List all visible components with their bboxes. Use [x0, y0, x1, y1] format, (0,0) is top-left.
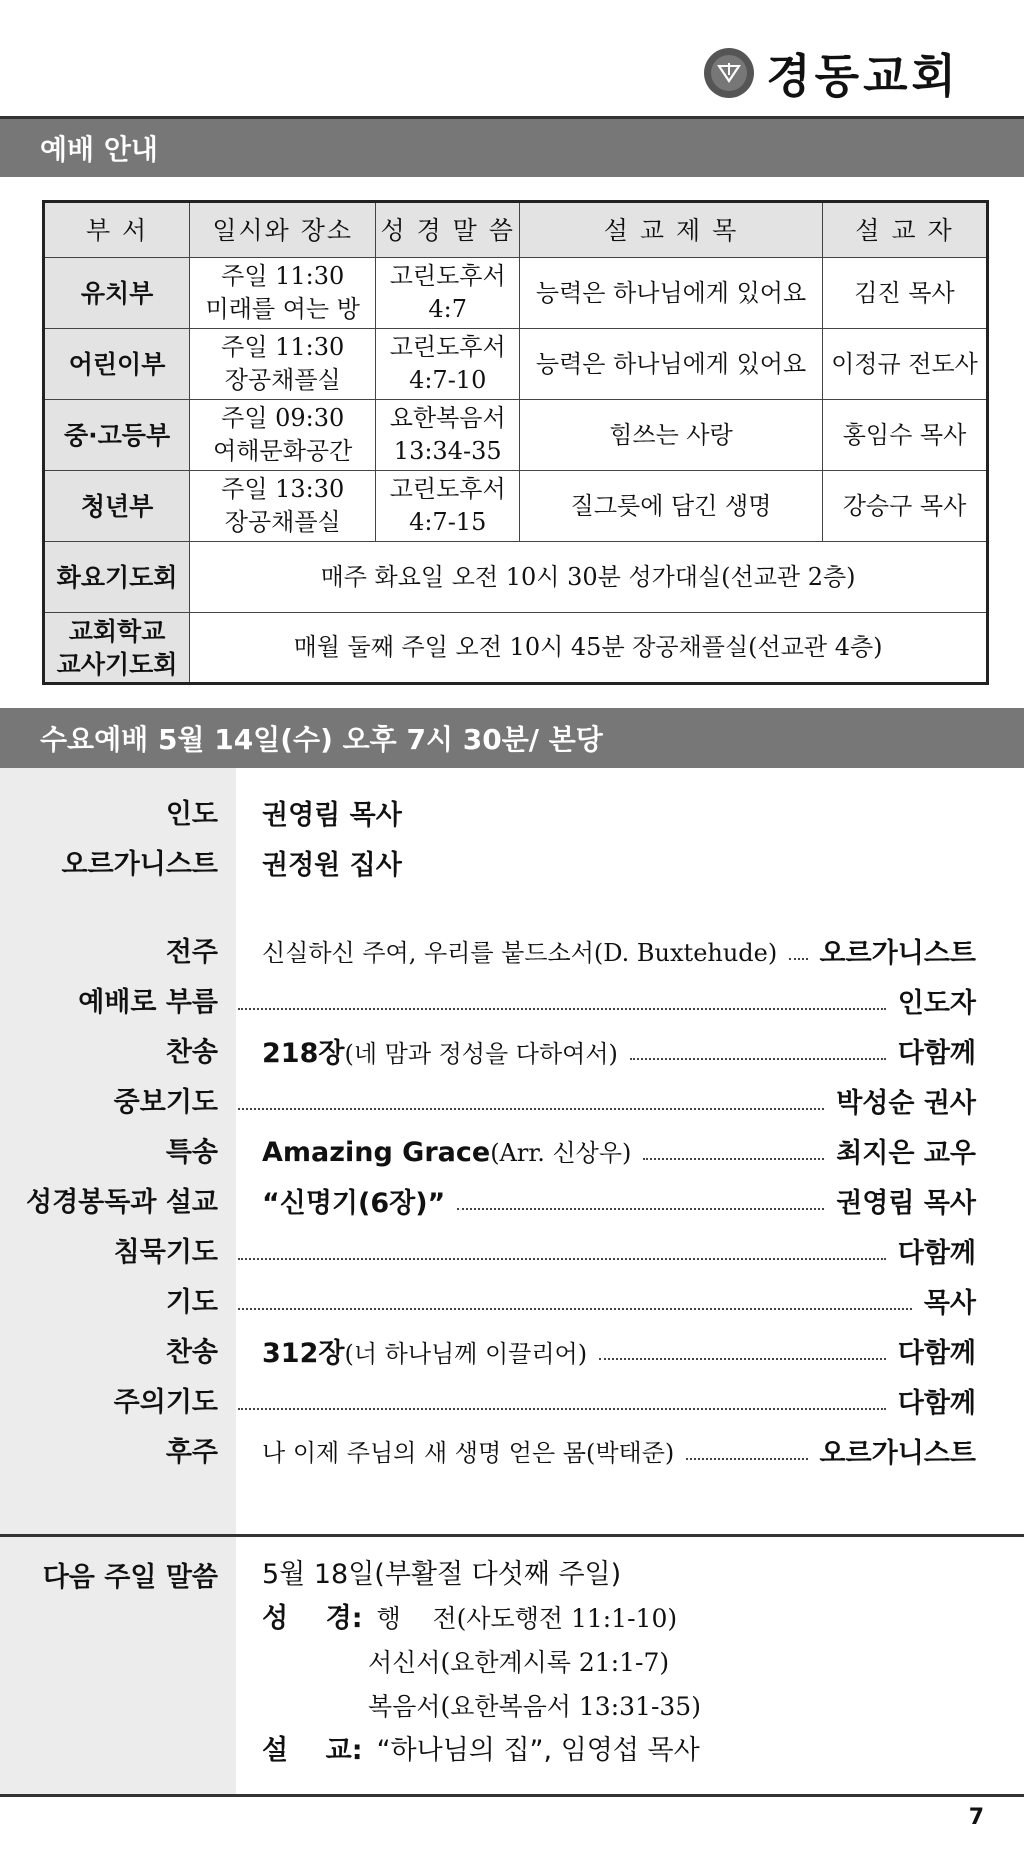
time-place-cell [190, 329, 376, 400]
reading: 행 전(사도행전 11:1-10) [376, 1604, 678, 1633]
scripture-verse: 4:7-15 [409, 508, 487, 536]
time-text: 주일 09:30 [221, 404, 345, 432]
leader-dots [238, 1090, 824, 1110]
order-performer: 다함께 [897, 1337, 976, 1369]
scripture-book: 고린도후서 [389, 262, 506, 290]
scripture-book: 요한복음서 [389, 404, 506, 432]
sermon-title-cell: 힘쓰는 사랑 [520, 400, 823, 471]
preacher-cell: 이정규 전도사 [822, 329, 987, 400]
table-row [44, 613, 988, 684]
leader-dots [238, 1390, 886, 1410]
next-week-info [262, 1555, 701, 1775]
dept-cell: 어린이부 [44, 329, 190, 400]
table-row [44, 542, 988, 613]
time-place-cell [190, 400, 376, 471]
scripture-cell [376, 400, 520, 471]
scripture-verse: 4:7 [428, 295, 468, 323]
col-header-dept: 부 서 [44, 202, 190, 258]
sermon-title-cell: 능력은 하나님에게 있어요 [520, 329, 823, 400]
time-text: 주일 11:30 [221, 333, 345, 361]
order-performer: 다함께 [897, 1387, 976, 1419]
order-label: 후주 [165, 1437, 218, 1468]
reading: 복음서(요한복음서 13:31-35) [368, 1692, 701, 1721]
preacher-cell: 홍임수 목사 [822, 400, 987, 471]
order-label: 성경봉독과 설교 [26, 1187, 218, 1218]
order-label: 찬송 [165, 1037, 218, 1068]
leader-row [0, 842, 1024, 882]
time-text: 주일 13:30 [221, 475, 345, 503]
time-place-cell [190, 471, 376, 542]
scripture-label: 성 경: [262, 1603, 363, 1634]
table-row [44, 258, 988, 329]
dept-cell: 중·고등부 [44, 400, 190, 471]
order-item [0, 1430, 1024, 1470]
page-header [0, 0, 1024, 116]
order-label: 특송 [165, 1137, 218, 1168]
place-text: 장공채플실 [224, 366, 341, 394]
order-item [0, 1330, 1024, 1370]
order-detail: (Arr. 신상우) [490, 1138, 632, 1167]
scripture-cell [376, 471, 520, 542]
col-header-preacher: 설 교 자 [822, 202, 987, 258]
order-performer: 다함께 [897, 1237, 976, 1269]
place-text: 장공채플실 [224, 508, 341, 536]
bottom-divider [0, 1794, 1024, 1797]
scripture-line [262, 1599, 701, 1643]
place-text: 미래를 여는 방 [205, 295, 360, 323]
dept-line: 교사기도회 [56, 649, 178, 679]
leader-dots [238, 990, 886, 1010]
section-title-worship-guide: 예배 안내 [0, 119, 1024, 177]
order-item [0, 930, 1024, 970]
sermon-title-cell: 능력은 하나님에게 있어요 [520, 258, 823, 329]
order-item [0, 1030, 1024, 1070]
scripture-verse: 4:7-10 [409, 366, 487, 394]
order-label: 주의기도 [113, 1387, 218, 1418]
order-item [0, 1180, 1024, 1220]
order-performer: 권영림 목사 [836, 1187, 976, 1219]
col-header-time-place: 일시와 장소 [190, 202, 376, 258]
order-performer: 오르가니스트 [819, 1437, 976, 1469]
meeting-info-cell: 매월 둘째 주일 오전 10시 45분 장공채플실(선교관 4층) [190, 613, 988, 684]
time-text: 주일 11:30 [221, 262, 345, 290]
section-title-wednesday-service: 수요예배 5월 14일(수) 오후 7시 30분/ 본당 [0, 708, 1024, 768]
leader-row [0, 792, 1024, 832]
sermon-title: “신명기(6장)” [262, 1187, 446, 1219]
place-text: 여해문화공간 [213, 437, 353, 465]
order-detail: (네 맘과 정성을 다하여서) [344, 1039, 618, 1068]
sermon-title-cell: 질그릇에 담긴 생명 [520, 471, 823, 542]
leader-dots [643, 1140, 824, 1160]
dept-cell: 화요기도회 [44, 542, 190, 613]
church-name: 경동교회 [766, 49, 960, 103]
order-label: 침묵기도 [113, 1237, 218, 1268]
order-label: 전주 [165, 937, 218, 968]
next-sermon: “하나님의 집”, 임영섭 목사 [376, 1735, 700, 1766]
order-performer: 박성순 권사 [836, 1087, 976, 1119]
time-place-cell [190, 258, 376, 329]
order-performer: 최지은 교우 [836, 1137, 976, 1169]
leader-dots [599, 1340, 886, 1360]
order-detail: 신실하신 주여, 우리를 붙드소서(D. Buxtehude) [262, 938, 778, 967]
leader-dots [630, 1040, 886, 1060]
leader-dots [457, 1190, 824, 1210]
next-week-label: 다음 주일 말씀 [42, 1562, 218, 1593]
col-header-scripture: 성 경 말 씀 [376, 202, 520, 258]
order-item [0, 1130, 1024, 1170]
leader-dots [789, 940, 807, 960]
leader-dots [238, 1240, 886, 1260]
order-detail: 나 이제 주님의 새 생명 얻은 몸(박태준) [262, 1438, 675, 1467]
preacher-cell: 강승구 목사 [822, 471, 987, 542]
dept-line: 교회학교 [68, 616, 166, 646]
order-label: 찬송 [165, 1337, 218, 1368]
sermon-label: 설 교: [262, 1735, 363, 1766]
leader-label: 인도 [165, 799, 218, 830]
special-song-title: Amazing Grace [262, 1136, 491, 1168]
worship-schedule-table [42, 200, 989, 685]
col-header-sermon-title: 설 교 제 목 [520, 202, 823, 258]
order-label: 예배로 부름 [78, 987, 218, 1018]
leader-dots [238, 1290, 912, 1310]
leader-label: 오르가니스트 [61, 849, 218, 880]
order-item [0, 1280, 1024, 1320]
next-week-date: 5월 18일(부활절 다섯째 주일) [262, 1559, 622, 1590]
scripture-cell [376, 258, 520, 329]
scripture-book: 고린도후서 [389, 333, 506, 361]
page-number: 7 [968, 1805, 984, 1830]
scripture-book: 고린도후서 [389, 475, 506, 503]
order-detail: (너 하나님께 이끌리어) [344, 1339, 588, 1368]
order-performer: 인도자 [897, 987, 976, 1019]
order-item [0, 1380, 1024, 1420]
table-row [44, 471, 988, 542]
scripture-verse: 13:34-35 [393, 437, 502, 465]
leader-value: 권정원 집사 [262, 849, 402, 881]
reading: 서신서(요한계시록 21:1-7) [368, 1648, 670, 1677]
table-row [44, 329, 988, 400]
dept-cell: 유치부 [44, 258, 190, 329]
order-performer: 오르가니스트 [819, 937, 976, 969]
dept-cell: 청년부 [44, 471, 190, 542]
dept-cell [44, 613, 190, 684]
hymn-number: 312장 [262, 1337, 345, 1369]
order-performer: 다함께 [897, 1037, 976, 1069]
leader-dots [686, 1440, 807, 1460]
meeting-info-cell: 매주 화요일 오전 10시 30분 성가대실(선교관 2층) [190, 542, 988, 613]
sermon-line [262, 1731, 701, 1775]
order-item [0, 1080, 1024, 1120]
church-emblem-icon [704, 48, 754, 98]
order-performer: 목사 [923, 1287, 976, 1319]
order-item [0, 1230, 1024, 1270]
hymn-number: 218장 [262, 1037, 345, 1069]
preacher-cell: 김진 목사 [822, 258, 987, 329]
order-label: 기도 [165, 1287, 218, 1318]
order-item [0, 980, 1024, 1020]
church-logo [704, 40, 960, 106]
scripture-cell [376, 329, 520, 400]
leader-value: 권영림 목사 [262, 799, 402, 831]
table-row [44, 400, 988, 471]
order-label: 중보기도 [113, 1087, 218, 1118]
